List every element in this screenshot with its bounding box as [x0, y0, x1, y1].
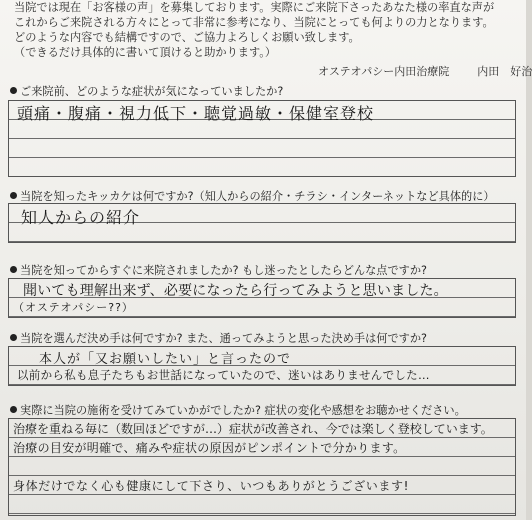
- question-3-text: 当院を知ってからすぐに来院されましたか? もし迷ったとしたらどんな点ですか?: [20, 264, 427, 277]
- answer-5-line-1: 治療を重ねる毎に（数回ほどですが…）症状が改善され、今では楽しく登校しています。: [13, 422, 493, 436]
- question-5-text: 実際に当院の施術を受けてみていかがでしたか? 症状の変化や感想をお聴かせください。: [20, 404, 466, 417]
- answer-box-4: [8, 346, 516, 386]
- clinic-name: オステオパシー内田治療院: [318, 65, 450, 78]
- bullet-icon: [10, 406, 17, 413]
- bullet-icon: [10, 192, 17, 199]
- question-2: [10, 188, 495, 204]
- answer-1-line-1: 頭痛・腹痛・視力低下・聴覚過敏・保健室登校: [17, 104, 375, 123]
- answer-box-1: [8, 100, 516, 177]
- question-5: [10, 402, 466, 418]
- intro-line-4: （できるだけ具体的に書いて頂けると助かります。）: [14, 46, 277, 59]
- answer-box-2: [8, 203, 516, 243]
- intro-line-1: 当院では現在「お客様の声」を募集しております。実際にご来院下さったあなた様の率直な声が: [14, 1, 495, 14]
- answer-box-3: [8, 278, 516, 318]
- bullet-icon: [10, 334, 17, 341]
- question-1: [10, 83, 283, 99]
- question-2-text: 当院を知ったキッカケは何ですか?（知人からの紹介・チラシ・インターネットなど具体的に）: [20, 190, 495, 203]
- answer-box-5: [8, 418, 516, 516]
- answer-5-line-3: 身体だけでなく心も健康にして下さり、いつもありがとうございます!: [13, 479, 410, 493]
- question-1-text: ご来院前、どのような症状が気になっていましたか?: [20, 85, 284, 98]
- question-4: [10, 330, 427, 346]
- answer-2-line-1: 知人からの紹介: [21, 208, 141, 227]
- answer-5-line-2: 治療の目安が明確で、痛みや症状の原因がピンポイントで分かります。: [13, 441, 406, 455]
- intro-text: [14, 0, 519, 60]
- answer-4-line-1: 本人が「又お願いしたい」と言ったので: [39, 352, 292, 367]
- clinic-signature: [318, 63, 532, 79]
- question-4-text: 当院を選んだ決め手は何ですか? また、通ってみようと思った決め手は何ですか?: [20, 332, 427, 345]
- answer-3-line-1: 聞いても理解出来ず、必要になったら行ってみようと思いました。: [23, 283, 448, 299]
- question-3: [10, 262, 427, 278]
- director-name: 内田 好治: [477, 65, 532, 78]
- answer-4-line-2: 以前から私も息子たちもお世話になっていたので、迷いはありませんでした…: [17, 368, 430, 382]
- intro-line-3: どのような内容でも結構ですので、ご協力よろしくお願い致します。: [14, 31, 360, 44]
- intro-line-2: これからご来院される方々にとって非常に参考になり、当院にとっても何よりの力となります。: [14, 16, 494, 29]
- bullet-icon: [10, 87, 17, 94]
- bullet-icon: [10, 266, 17, 273]
- answer-3-line-2: （オステオパシー??）: [13, 301, 134, 314]
